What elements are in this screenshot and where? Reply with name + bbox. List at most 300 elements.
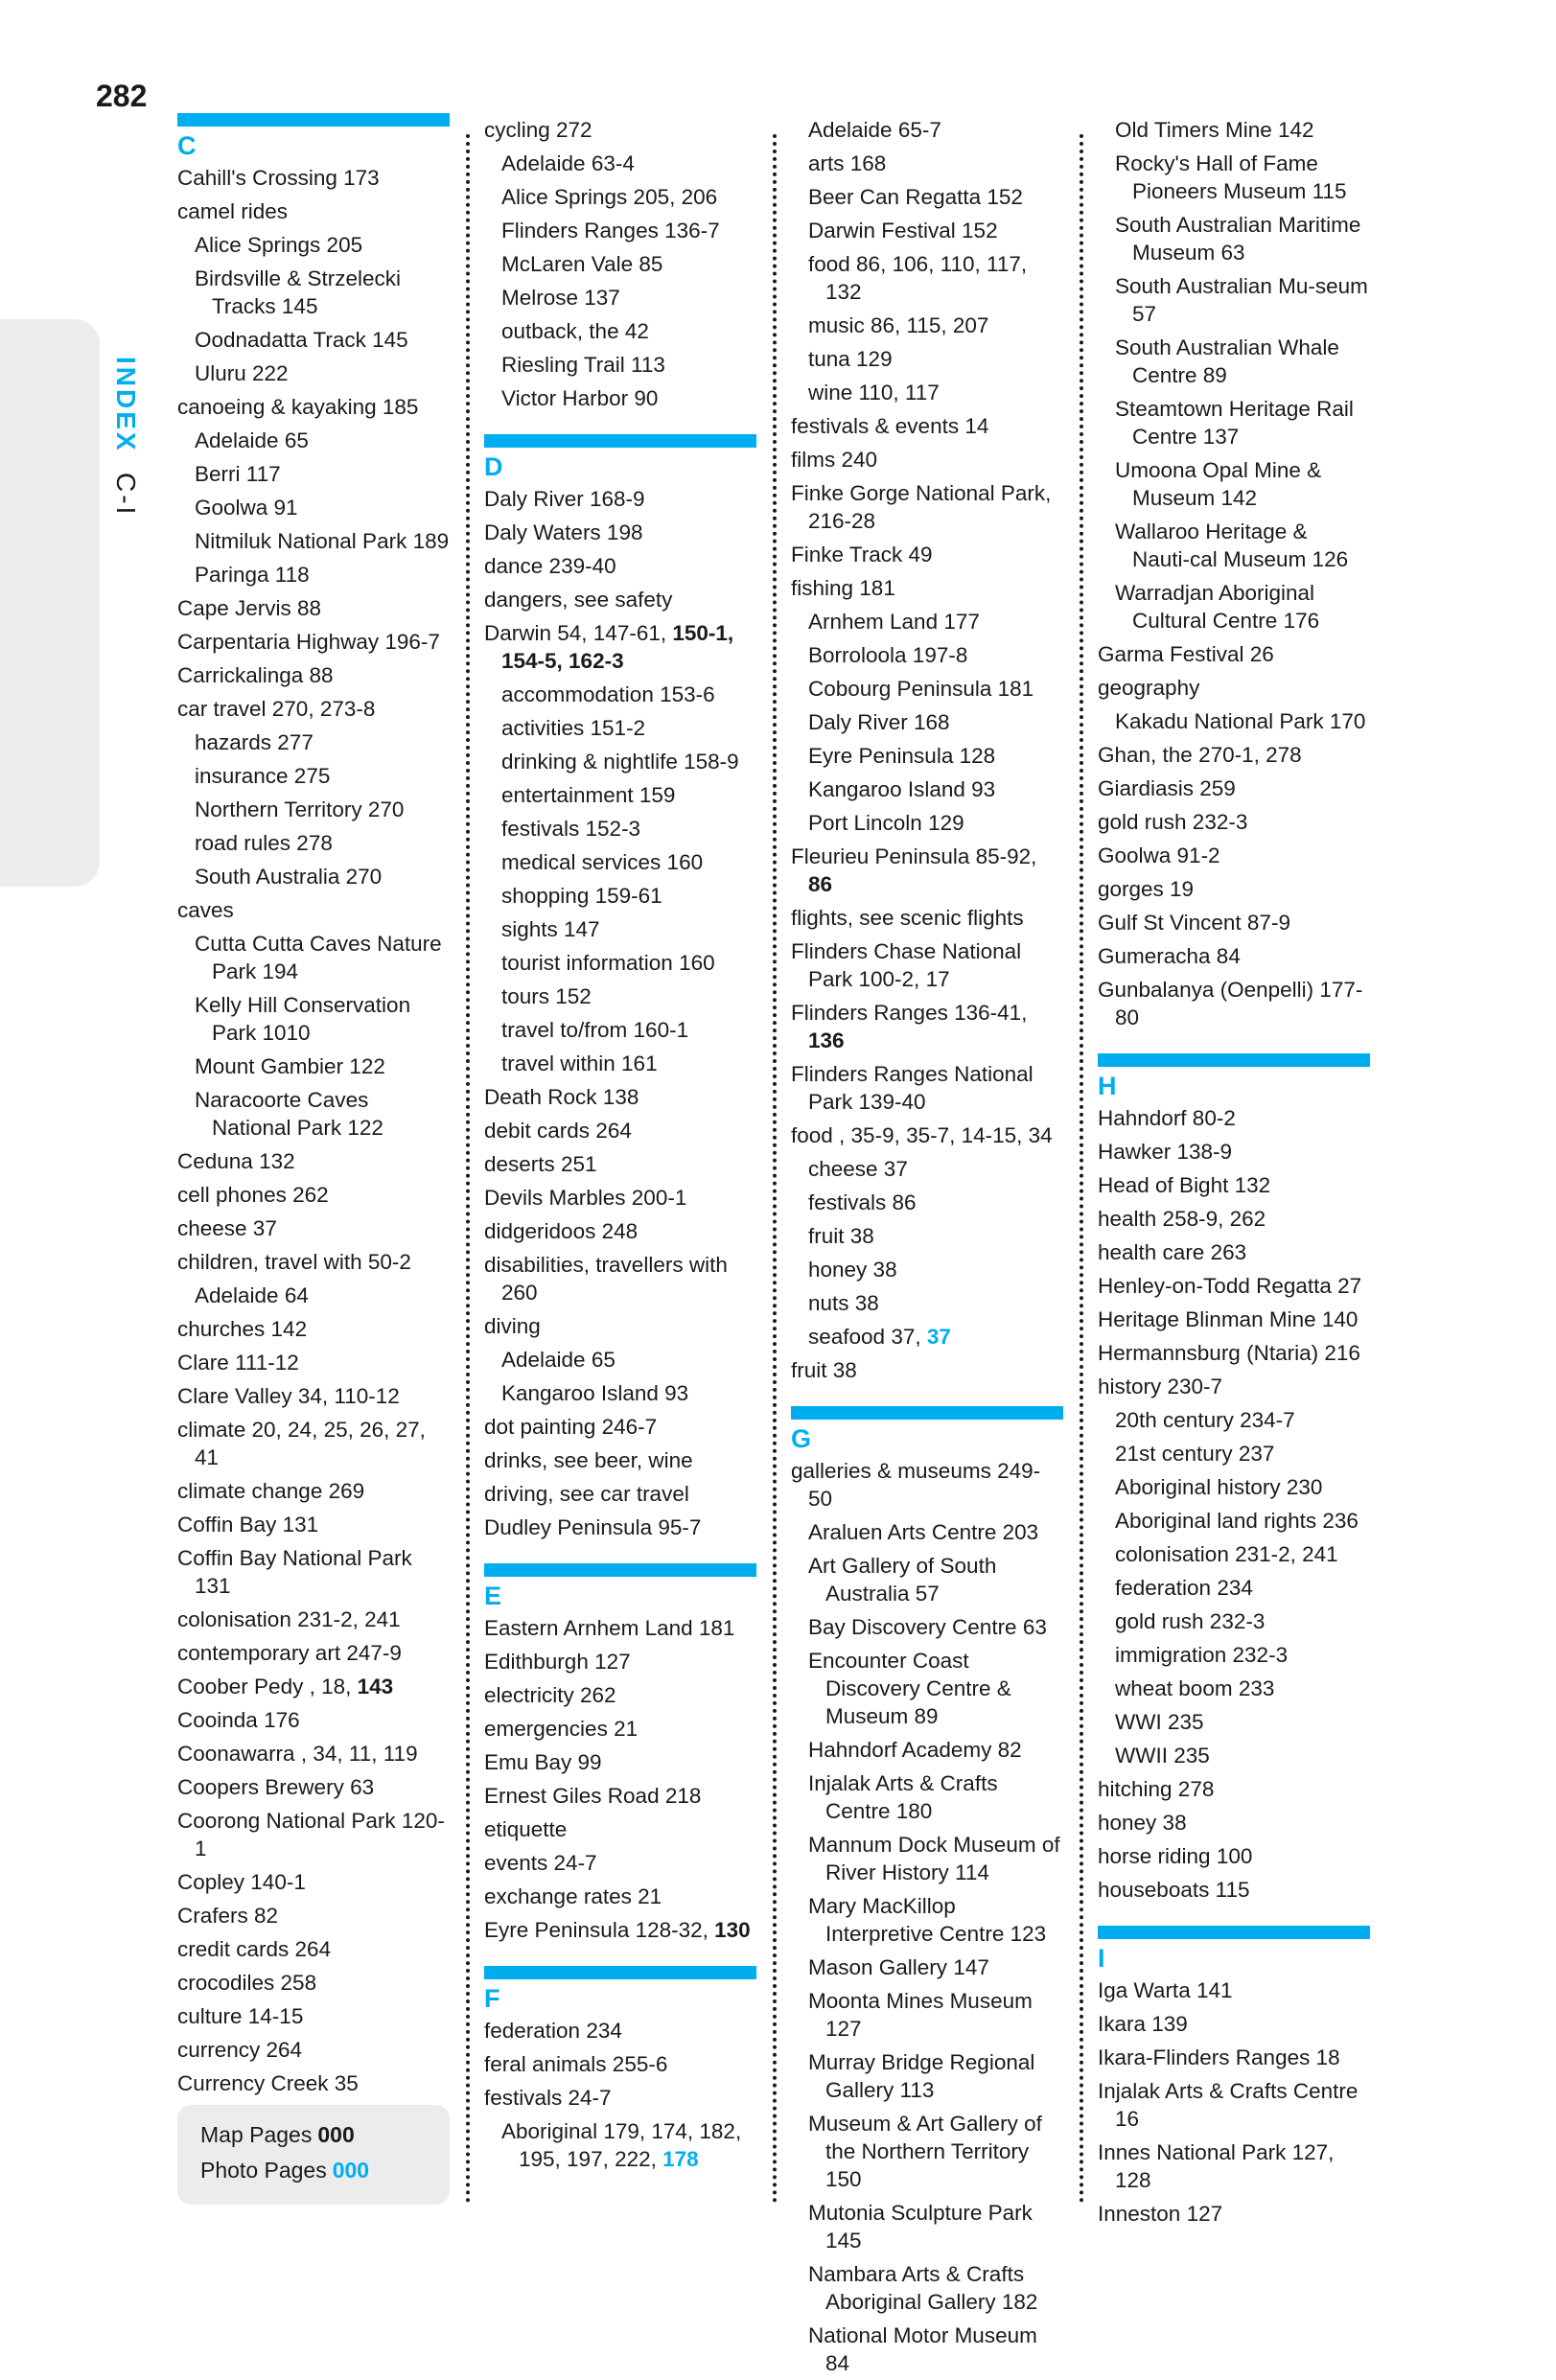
entry-text: health 258-9, 262: [1098, 1207, 1266, 1231]
entry-text: Museum & Art Gallery of the Northern Territory 150: [808, 2112, 1042, 2191]
index-subentry: [177, 860, 450, 893]
entry-text: Berri 117: [195, 462, 281, 486]
index-subentry: [791, 1733, 1063, 1767]
entry-text: Daly River 168: [808, 710, 950, 734]
entry-text: honey 38: [1098, 1811, 1187, 1835]
index-entry: [177, 1670, 450, 1703]
index-subentry: [177, 457, 450, 491]
entry-text: colonisation 231-2, 241: [1115, 1542, 1338, 1566]
entry-text: dance 239-40: [484, 554, 616, 578]
column-divider: [466, 134, 470, 2205]
entry-text: Alice Springs 205, 206: [501, 185, 718, 209]
index-entry: [484, 1813, 756, 1846]
entry-text: McLaren Vale 85: [501, 252, 663, 276]
entry-text: dangers, see safety: [484, 588, 673, 612]
entry-text: federation 234: [1115, 1576, 1253, 1600]
index-subentry: [484, 913, 756, 946]
entry-text: Ernest Giles Road 218: [484, 1784, 702, 1808]
entry-text: South Australia 270: [195, 865, 383, 889]
index-entry: [484, 1779, 756, 1813]
entry-text: Wallaroo Heritage & Nauti-cal Museum 126: [1115, 520, 1349, 571]
index-subentry: [791, 605, 1063, 638]
entry-text: Clare Valley 34, 110-12: [177, 1384, 400, 1408]
entry-text: entertainment 159: [501, 783, 676, 807]
entry-text: Fleurieu Peninsula 85-92,: [791, 844, 1037, 868]
entry-text: etiquette: [484, 1817, 568, 1841]
entry-text: seafood 37,: [808, 1325, 927, 1349]
entry-text: Iga Warta 141: [1098, 1978, 1233, 2002]
index-subentry: [177, 262, 450, 323]
index-entry: [177, 2033, 450, 2067]
index-entry: [484, 1309, 756, 1343]
section-letter: H: [1098, 1072, 1117, 1100]
entry-text: South Australian Whale Centre 89: [1115, 335, 1339, 387]
index-column-4: [1098, 113, 1370, 2230]
entry-text: drinking & nightlife 158-9: [501, 750, 739, 774]
index-subentry: [177, 726, 450, 759]
entry-text: Goolwa 91: [195, 496, 298, 520]
index-subentry: [791, 2045, 1063, 2107]
entry-text: Riesling Trail 113: [501, 353, 665, 377]
index-subentry: [484, 281, 756, 314]
index-entry: [1098, 1303, 1370, 1336]
entry-text: shopping 159-61: [501, 884, 662, 908]
index-entry: [177, 1804, 450, 1865]
index-subentry: [177, 927, 450, 988]
entry-text: Clare 111-12: [177, 1351, 299, 1375]
index-entry: [791, 901, 1063, 935]
index-entry: [791, 538, 1063, 571]
entry-text: events 24-7: [484, 1851, 597, 1875]
entry-text: driving, see car travel: [484, 1482, 689, 1506]
entry-text: Ikara-Flinders Ranges 18: [1098, 2045, 1340, 2069]
entry-text: medical services 160: [501, 850, 704, 874]
entry-text: Aboriginal 179, 174, 182, 195, 197, 222,: [501, 2119, 742, 2171]
index-entry: [1098, 1336, 1370, 1370]
entry-text: Hahndorf Academy 82: [808, 1738, 1022, 1762]
entry-text: cheese 37: [808, 1157, 908, 1181]
index-subentry: [1098, 331, 1370, 392]
entry-text: children, travel with 50-2: [177, 1250, 411, 1274]
index-subentry: [791, 1186, 1063, 1219]
legend-photo-pages: [200, 2158, 369, 2184]
index-subentry: [484, 1047, 756, 1080]
entry-text: 20th century 234-7: [1115, 1408, 1295, 1432]
entry-text: Uluru 222: [195, 361, 289, 385]
index-entry: [484, 616, 756, 678]
index-subentry: [1098, 1605, 1370, 1638]
entry-text: Hermannsburg (Ntaria) 216: [1098, 1341, 1360, 1365]
index-subentry: [791, 806, 1063, 840]
entry-text: history 230-7: [1098, 1375, 1223, 1398]
index-entry: [177, 390, 450, 424]
index-subentry: [177, 1083, 450, 1144]
section-letter: D: [484, 452, 503, 481]
index-column-1: [177, 113, 450, 2134]
index-entry: [484, 549, 756, 583]
entry-text: Mutonia Sculpture Park 145: [808, 2201, 1033, 2253]
index-subentry: [1098, 208, 1370, 269]
entry-text: Moonta Mines Museum 127: [808, 1989, 1033, 2041]
entry-text: crocodiles 258: [177, 1971, 317, 1995]
entry-text: emergencies 21: [484, 1717, 639, 1741]
entry-text: Encounter Coast Discovery Centre & Museum 89: [808, 1649, 1011, 1728]
index-entry: [791, 1454, 1063, 1515]
index-subentry: [1098, 1537, 1370, 1571]
index-subentry: [484, 879, 756, 913]
index-range: C-I: [111, 473, 141, 518]
entry-text: activities 151-2: [501, 716, 646, 740]
entry-text: credit cards 264: [177, 1937, 332, 1961]
index-entry: [1098, 872, 1370, 906]
entry-text: Mannum Dock Museum of River History 114: [808, 1833, 1060, 1884]
index-entry: [1098, 1839, 1370, 1873]
index-subentry: [177, 1279, 450, 1312]
index-subentry: [791, 1951, 1063, 1984]
index-subentry: [791, 705, 1063, 739]
index-entry: [1098, 906, 1370, 939]
entry-text: camel rides: [177, 199, 289, 223]
entry-text: Hahndorf 80-2: [1098, 1106, 1236, 1130]
index-subentry: [484, 1013, 756, 1047]
entry-text: Emu Bay 99: [484, 1750, 602, 1774]
entry-text: Rocky's Hall of Fame Pioneers Museum 115: [1115, 151, 1347, 203]
index-subentry: [1098, 1403, 1370, 1437]
entry-text: Death Rock 138: [484, 1085, 639, 1109]
index-entry: [177, 1603, 450, 1636]
index-entry: [177, 2067, 450, 2100]
map-page-ref: 86: [808, 872, 833, 896]
entry-text: Coober Pedy , 18,: [177, 1675, 358, 1698]
entry-text: Kakadu National Park 170: [1115, 709, 1366, 733]
index-subentry: [484, 812, 756, 845]
index-subentry: [177, 793, 450, 826]
index-entry: [791, 1353, 1063, 1387]
side-tab: [0, 319, 100, 887]
entry-text: Cape Jervis 88: [177, 596, 322, 620]
entry-text: dot painting 246-7: [484, 1415, 658, 1439]
entry-text: didgeridoos 248: [484, 1219, 639, 1243]
index-subentry: [177, 1050, 450, 1083]
index-entry: [791, 935, 1063, 996]
index-entry: [484, 2081, 756, 2114]
entry-text: tours 152: [501, 984, 592, 1008]
index-subentry: [791, 2107, 1063, 2196]
entry-text: National Motor Museum 84: [808, 2323, 1037, 2375]
entry-text: Araluen Arts Centre 203: [808, 1520, 1039, 1544]
index-entry: [177, 625, 450, 659]
photo-page-ref: 37: [926, 1325, 951, 1349]
index-entry: [177, 1379, 450, 1413]
entry-text: festivals 86: [808, 1190, 917, 1214]
index-subentry: [484, 247, 756, 281]
index-entry: [177, 893, 450, 927]
entry-text: road rules 278: [195, 831, 333, 855]
index-entry: [1098, 2136, 1370, 2197]
index-subentry: [791, 1253, 1063, 1286]
entry-text: Coopers Brewery 63: [177, 1775, 375, 1799]
index-entry: [1098, 1269, 1370, 1303]
index-subentry: [791, 1549, 1063, 1610]
index-column-2: [484, 113, 756, 2176]
section-bar: [177, 113, 450, 127]
index-entry: [484, 1444, 756, 1477]
entry-text: Head of Bight 132: [1098, 1173, 1271, 1197]
entry-text: Edithburgh 127: [484, 1650, 631, 1674]
entry-text: Flinders Chase National Park 100-2, 17: [791, 939, 1022, 991]
legend-box: [177, 2105, 450, 2205]
entry-text: Aboriginal history 230: [1115, 1475, 1323, 1499]
entry-text: wine 110, 117: [808, 381, 940, 404]
entry-text: outback, the 42: [501, 319, 649, 343]
index-subentry: [791, 1889, 1063, 1951]
section-letter: F: [484, 1984, 500, 2013]
entry-text: Dudley Peninsula 95-7: [484, 1515, 702, 1539]
index-entry: [1098, 1168, 1370, 1202]
entry-text: electricity 262: [484, 1683, 616, 1707]
index-subentry: [484, 314, 756, 348]
index-entry: [484, 1678, 756, 1712]
entry-text: Crafers 82: [177, 1904, 279, 1928]
index-subentry: [1098, 147, 1370, 208]
entry-text: Naracoorte Caves National Park 122: [195, 1088, 383, 1140]
entry-text: Coffin Bay 131: [177, 1513, 319, 1537]
entry-text: Adelaide 63-4: [501, 151, 635, 175]
section-bar: [484, 1966, 756, 1979]
entry-text: Daly River 168-9: [484, 487, 645, 511]
entry-text: films 240: [791, 448, 878, 472]
index-entry: [484, 2047, 756, 2081]
section-letter: I: [1098, 1944, 1105, 1973]
index-entry: [484, 1248, 756, 1309]
index-subentry: [791, 309, 1063, 342]
index-subentry: [791, 180, 1063, 214]
index-entry: [177, 1703, 450, 1737]
entry-text: gold rush 232-3: [1098, 810, 1248, 834]
index-entry: [1098, 805, 1370, 839]
index-subentry: [791, 1286, 1063, 1320]
entry-text: Eyre Peninsula 128: [808, 744, 996, 768]
entry-text: tourist information 160: [501, 951, 715, 975]
index-subentry: [1098, 1571, 1370, 1605]
entry-text: food 86, 106, 110, 117, 132: [808, 252, 1028, 304]
entry-text: Coffin Bay National Park 131: [177, 1546, 412, 1598]
legend-map-label: Map Pages: [200, 2122, 313, 2147]
entry-text: Kangaroo Island 93: [808, 777, 996, 801]
index-entry: [484, 1511, 756, 1544]
entry-text: WWII 235: [1115, 1744, 1210, 1768]
entry-text: Cahill's Crossing 173: [177, 166, 380, 190]
entry-text: Victor Harbor 90: [501, 386, 659, 410]
entry-text: Cobourg Peninsula 181: [808, 677, 1034, 701]
index-subentry: [791, 1828, 1063, 1889]
index-subentry: [791, 2196, 1063, 2257]
entry-text: Henley-on-Todd Regatta 27: [1098, 1274, 1362, 1298]
entry-text: Copley 140-1: [177, 1870, 306, 1894]
index-entry: [791, 443, 1063, 476]
entry-text: Alice Springs 205: [195, 233, 363, 257]
index-entry: [484, 516, 756, 549]
index-entry: [177, 1932, 450, 1966]
entry-text: Paringa 118: [195, 563, 310, 587]
index-entry: [1098, 2074, 1370, 2136]
index-entry: [177, 1899, 450, 1932]
map-page-ref: 150-1, 154-5, 162-3: [501, 621, 734, 673]
entry-text: 21st century 237: [1115, 1442, 1275, 1466]
index-entry: [1098, 2197, 1370, 2230]
entry-text: Adelaide 65: [195, 428, 309, 452]
entry-text: Eyre Peninsula 128-32,: [484, 1918, 715, 1942]
index-subentry: [1098, 1437, 1370, 1470]
index-subentry: [484, 678, 756, 711]
entry-text: climate 20, 24, 25, 26, 27, 41: [177, 1418, 426, 1469]
section-bar: [484, 1563, 756, 1577]
index-subentry: [1098, 453, 1370, 515]
index-entry: [484, 1114, 756, 1147]
section-bar: [1098, 1926, 1370, 1939]
legend-photo-value: 000: [332, 2158, 370, 2183]
index-entry: [484, 1477, 756, 1511]
index-subentry: [484, 1343, 756, 1376]
index-subentry: [1098, 1504, 1370, 1537]
index-entry: [177, 1144, 450, 1178]
index-entry: [484, 1611, 756, 1645]
entry-text: health care 263: [1098, 1240, 1247, 1264]
index-entry: [177, 692, 450, 726]
entry-text: Flinders Ranges National Park 139-40: [791, 1062, 1033, 1114]
index-entry: [177, 1413, 450, 1474]
entry-text: Cutta Cutta Caves Nature Park 194: [195, 932, 442, 983]
index-entry: [1098, 2041, 1370, 2074]
legend-map-value: 000: [317, 2122, 355, 2147]
index-subentry: [791, 214, 1063, 247]
entry-text: cheese 37: [177, 1216, 277, 1240]
entry-text: Nitmiluk National Park 189: [195, 529, 450, 553]
index-subentry: [1098, 1470, 1370, 1504]
index-label: INDEX: [111, 357, 141, 453]
index-subentry: [484, 980, 756, 1013]
index-entry: [791, 476, 1063, 538]
index-subentry: [177, 988, 450, 1050]
index-entry: [484, 1147, 756, 1181]
entry-text: Old Timers Mine 142: [1115, 118, 1314, 142]
index-entry: [484, 1214, 756, 1248]
entry-text: Northern Territory 270: [195, 797, 405, 821]
index-subentry: [791, 1984, 1063, 2045]
entry-text: tuna 129: [808, 347, 893, 371]
index-entry: [177, 1999, 450, 2033]
entry-text: currency 264: [177, 2038, 303, 2062]
map-page-ref: 143: [357, 1675, 394, 1698]
entry-text: contemporary art 247-9: [177, 1641, 402, 1665]
index-subentry: [1098, 1672, 1370, 1705]
index-subentry: [791, 739, 1063, 773]
entry-text: Steamtown Heritage Rail Centre 137: [1115, 397, 1354, 449]
entry-text: Gumeracha 84: [1098, 944, 1241, 968]
index-entry: [1098, 637, 1370, 671]
index-entry: [791, 409, 1063, 443]
entry-text: Flinders Ranges 136-7: [501, 219, 720, 243]
entry-text: hazards 277: [195, 730, 314, 754]
index-entry: [484, 1745, 756, 1779]
entry-text: Coorong National Park 120-1: [177, 1809, 445, 1860]
entry-text: geography: [1098, 676, 1200, 700]
entry-text: exchange rates 21: [484, 1884, 662, 1908]
index-subentry: [484, 946, 756, 980]
index-entry: [484, 1712, 756, 1745]
index-column-3: [791, 113, 1063, 2380]
legend-map-pages: [200, 2122, 355, 2148]
entry-text: Darwin Festival 152: [808, 219, 998, 243]
entry-text: Eastern Arnhem Land 181: [484, 1616, 735, 1640]
index-entry: [177, 1212, 450, 1245]
entry-text: Injalak Arts & Crafts Centre 16: [1098, 2079, 1359, 2131]
entry-text: South Australian Maritime Museum 63: [1115, 213, 1361, 265]
entry-text: Heritage Blinman Mine 140: [1098, 1307, 1359, 1331]
index-entry: [791, 1119, 1063, 1152]
entry-text: South Australian Mu-seum 57: [1115, 274, 1368, 326]
index-entry: [1098, 1806, 1370, 1839]
entry-text: WWI 235: [1115, 1710, 1204, 1734]
entry-text: federation 234: [484, 2019, 622, 2043]
entry-text: nuts 38: [808, 1291, 879, 1315]
entry-text: Garma Festival 26: [1098, 642, 1274, 666]
index-entry: [1098, 772, 1370, 805]
entry-text: Darwin 54, 147-61,: [484, 621, 673, 645]
index-subentry: [791, 247, 1063, 309]
column-divider: [773, 134, 777, 2205]
index-subentry: [177, 524, 450, 558]
index-entry: [177, 1636, 450, 1670]
index-subentry: [1098, 392, 1370, 453]
entry-text: car travel 270, 273-8: [177, 697, 376, 721]
entry-text: Ikara 139: [1098, 2012, 1188, 2036]
index-entry: [484, 482, 756, 516]
entry-text: Flinders Ranges 136-41,: [791, 1001, 1028, 1025]
index-entry: [1098, 939, 1370, 973]
entry-text: Injalak Arts & Crafts Centre 180: [808, 1771, 998, 1823]
index-entry: [177, 1865, 450, 1899]
index-subentry: [791, 342, 1063, 376]
index-entry: [177, 1770, 450, 1804]
index-subentry: [177, 424, 450, 457]
entry-text: Mary MacKillop Interpretive Centre 123: [808, 1894, 1047, 1946]
entry-text: Melrose 137: [501, 286, 620, 310]
index-entry: [1098, 2007, 1370, 2041]
entry-text: cycling 272: [484, 118, 592, 142]
index-entry: [1098, 1202, 1370, 1236]
entry-text: immigration 232-3: [1115, 1643, 1289, 1667]
section-letter: G: [791, 1424, 812, 1453]
entry-text: Goolwa 91-2: [1098, 843, 1220, 867]
index-entry: [1098, 973, 1370, 1034]
entry-text: festivals & events 14: [791, 414, 989, 438]
entry-text: Innes National Park 127, 128: [1098, 2140, 1335, 2192]
entry-text: Kelly Hill Conservation Park 1010: [195, 993, 411, 1045]
legend-photo-label: Photo Pages: [200, 2158, 327, 2183]
entry-text: festivals 24-7: [484, 2086, 612, 2110]
entry-text: Inneston 127: [1098, 2202, 1223, 2226]
entry-text: Birdsville & Strzelecki Tracks 145: [195, 266, 402, 318]
index-subentry: [791, 376, 1063, 409]
entry-text: fishing 181: [791, 576, 895, 600]
entry-text: Art Gallery of South Australia 57: [808, 1554, 997, 1606]
index-subentry: [1098, 1705, 1370, 1739]
index-entry: [484, 1846, 756, 1880]
index-entry: [177, 659, 450, 692]
index-entry: [1098, 1236, 1370, 1269]
entry-text: wheat boom 233: [1115, 1676, 1275, 1700]
